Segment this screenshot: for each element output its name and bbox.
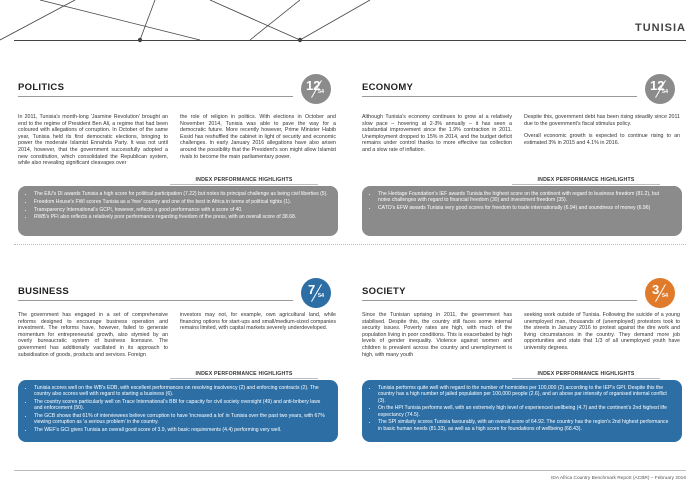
highlight-item: • The WEF's GCI gives Tunisia an overall good score of 3.9, with basic requirements (4.4) performing very well. [34, 427, 328, 433]
business-highlights-label: INDEX PERFORMANCE HIGHLIGHTS [170, 370, 318, 379]
business-col-2: investors may not, for example, own agricultural land, while financing options for start-ups and small/medium-sized companies remains limited, with capital markets severely underdeveloped. [180, 312, 336, 332]
highlight-item: • Freedom House's FWI scores Tunisia as a 'free' country and one of the best in Africa in terms of political rights (1). [34, 199, 328, 205]
politics-col-2: the role of religion in politics. With elections in October and November 2014, Tunisia was able to pave the way for a democratic future. More recently however, Prime Minister Habib Essid has reshuffled the cabinet in light of security and economic challenges. In early January 2016 allegations have also arisen around the possibility that the President's son might allow Islamist rivals to become the main parliamentary power. [180, 114, 336, 160]
header-rule [14, 40, 686, 41]
economy-highlights-label: INDEX PERFORMANCE HIGHLIGHTS [512, 176, 660, 185]
highlight-item: • The country scores particularly well on Trace International's BBI for capacity for civil society oversight (49) and anti-bribery laws and enforcement (50). [34, 399, 328, 412]
highlight-item: • The GCB shows that 61% of interviewees believe corruption to have 'increased a lot' in Tunisia over the past two years, with 67% viewing corruption as 'a serious problem' in the country. [34, 413, 328, 426]
business-highlights-box [18, 380, 338, 442]
business-section [18, 278, 348, 306]
society-section [362, 278, 692, 306]
society-title: SOCIETY [362, 286, 406, 297]
highlight-item: • RWB's PFI also reflects a relatively poor performance regarding freedom of the press, with an overall score of 38.68. [34, 214, 328, 220]
economy-body [362, 114, 680, 154]
politics-highlights-label: INDEX PERFORMANCE HIGHLIGHTS [170, 176, 318, 185]
economy-col-2-para-1: Despite this, government debt has been rising steadily since 2011 due to the government's fiscal stimulus policy. [524, 114, 680, 127]
economy-col-2 [524, 114, 680, 154]
footer-rule [14, 470, 686, 471]
business-title: BUSINESS [18, 286, 69, 297]
politics-body [18, 114, 336, 167]
business-body [18, 312, 336, 358]
economy-rank-of: 54 [662, 89, 669, 95]
economy-title: ECONOMY [362, 82, 414, 93]
highlight-item: • On the HPI Tunisia performs well, with an extremely high level of experienced wellbeing (4.7) and the continent's 2nd highest life expectancy (74.5). [378, 405, 672, 418]
politics-rank-of: 54 [318, 89, 325, 95]
footer-text: IDA Africa Country Benchmark Report (ACBR) – February 2016 [551, 476, 686, 481]
business-col-1: The government has engaged in a set of comprehensive reforms designed to encourage business operation and investment. The reforms have, however, failed to generate momentum for entrepreneurial growth, also stymied by an overly bureaucratic system of business licensure. The government has additionally vacillated in its approach to subsidisation of goods, products and services. Foreign [18, 312, 168, 358]
highlight-item: • Transparency International's GCPI, however, reflects a good performance with a score of 40. [34, 207, 328, 213]
politics-title-rule [18, 96, 293, 97]
highlight-item: • Tunisia scores well on the WB's EDB, with excellent performances on resolving insolvency (2) and enforcing contracts (2). The country also scores well with regard to starting a business (6). [34, 385, 328, 398]
economy-section [362, 74, 692, 102]
business-rank-badge [301, 278, 331, 308]
country-title: TUNISIA [635, 22, 686, 34]
highlight-item: • The EIU's DI awards Tunisia a high score for political participation (7.22) but notes its principal challenge as being civil liberties (5). [34, 191, 328, 197]
highlight-item: • The SPI similarly scores Tunisia favourably, with an overall score of 64.92. The country has the region's 2nd highest performance in basic human needs (81.33), as well as a high score for foundations of wellbeing (68.43). [378, 419, 672, 432]
politics-rank: 12 [306, 78, 321, 93]
society-title-rule [362, 300, 637, 301]
society-rank: 3 [652, 282, 660, 297]
business-title-rule [18, 300, 293, 301]
society-highlights-box [362, 380, 682, 442]
economy-rank: 12 [650, 78, 665, 93]
section-divider [14, 244, 686, 245]
politics-rank-badge [301, 74, 331, 104]
highlight-item: • CATO's EFW awards Tunisia very good scores for freedom to trade internationally (6.94) and soundness of money (6.96) [378, 205, 672, 211]
politics-title: POLITICS [18, 82, 65, 93]
business-rank-of: 54 [318, 293, 325, 299]
highlight-item: • The Heritage Foundation's IEF awards Tunisia the highest score on the continent with regard to business freedom (81.2), but notes challenges with regard to financial freedom (30) and investment freedom (35). [378, 191, 672, 204]
society-col-2: seeking work outside of Tunisia. Following the suicide of a young unemployed man, thousands of (unemployed) protestors took to the streets in January 2016 to protest against the dire work and living circumstances in the country. They demand more job opportunities and state that 1/3 of all unemployed youth have university degrees. [524, 312, 680, 351]
highlight-item: • Tunisia performs quite well with regard to the number of homicides per 100,000 (2) according to the IEP's GPI. Despite this the country has a high number of jailed population per 100,000 people (2.6), and an above par intensity of organised internal conflict (3). [378, 385, 672, 404]
economy-rank-badge [645, 74, 675, 104]
society-rank-badge [645, 278, 675, 308]
politics-highlights-box [18, 186, 338, 236]
society-body [362, 312, 680, 358]
politics-col-1: In 2011, Tunisia's month-long 'Jasmine Revolution' brought an end to the regime of President Ben Ali, a regime that had been coloured with allegations of corruption. In October of the same year, Tunisia held its first democratic elections, bringing to power the moderate Islamist Ennahda Party. It was not until 2014, however, that the government successfully adopted a new constitution, which consolidated the Republican system, while also revealing significant cleavages over [18, 114, 168, 167]
society-rank-of: 54 [662, 293, 669, 299]
society-highlights-label: INDEX PERFORMANCE HIGHLIGHTS [512, 370, 660, 379]
business-rank: 7 [308, 282, 316, 297]
economy-col-1: Although Tunisia's economy continues to grow at a relatively slow pace – hovering at 2-3% annually – it has seen a substantial improvement since the 1.9% contraction in 2011. Unemployment dropped to 15% in 2014, and the budget deficit remains under control thanks to more effective tax collection and a slow rate of inflation. [362, 114, 512, 153]
politics-section [18, 74, 348, 102]
economy-highlights-box [362, 186, 682, 236]
society-col-1: Since the Tunisian uprising in 2011, the government has stabilised. Despite this, the country still faces some internal security issues. Poverty rates are high, with much of the population living in poor conditions. This is exacerbated by high levels of gender inequality. Violence against women and children is prevalent across the country and unemployment is high, with many youth [362, 312, 512, 358]
economy-col-2-para-2: Overall economic growth is expected to continue rising to an estimated 3% in 2015 and 4.1% in 2016. [524, 133, 680, 146]
economy-title-rule [362, 96, 637, 97]
